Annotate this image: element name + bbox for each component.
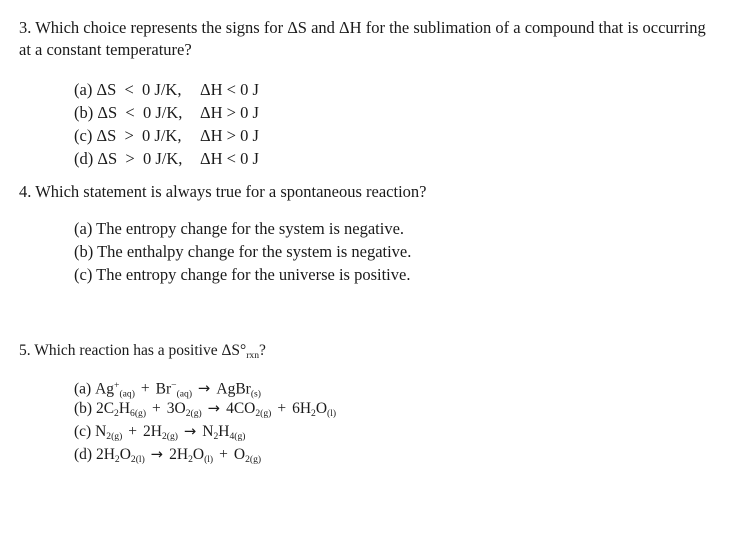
question-3-options: [74, 78, 259, 170]
formula-text: O: [315, 400, 328, 417]
formula-subscript: (l): [327, 408, 337, 420]
q3-option-d: [74, 147, 259, 170]
question-5-options: [74, 374, 336, 466]
formula-text: 2H: [95, 446, 115, 463]
q5-text-main: 5. Which reaction has a positive ΔS°: [19, 342, 247, 359]
q5-option-d-label: (d): [74, 446, 93, 463]
plus-sign: +: [128, 423, 138, 440]
formula-text: N: [95, 423, 107, 440]
plus-sign: +: [140, 380, 150, 398]
formula-subscript: 2: [311, 408, 316, 420]
q4-option-c: (c) The entropy change for the universe is positive.: [74, 265, 411, 284]
q5-option-c-label: (c): [74, 423, 92, 440]
formula-subscript: (s): [250, 388, 261, 400]
q5-option-a-label: (a): [74, 380, 92, 398]
formula-subscript: 2: [114, 408, 119, 420]
q3-option-b-ds: ΔS < 0 J/K,: [97, 103, 183, 122]
q3-option-a: [74, 78, 259, 101]
formula-subscript: (l): [204, 454, 214, 466]
q3-option-d-dh: ΔH < 0 J: [200, 149, 259, 168]
plus-sign: +: [277, 400, 287, 417]
formula-text: O: [233, 446, 246, 463]
q5-option-d: [74, 443, 336, 466]
q3-option-a-ds: ΔS < 0 J/K,: [96, 80, 182, 99]
q3-option-c-ds: ΔS > 0 J/K,: [96, 126, 182, 145]
reaction-arrow-icon: →: [150, 446, 164, 463]
formula-subscript: 2(g): [255, 408, 272, 420]
formula-text: 3O: [166, 400, 186, 417]
q5-option-b: [74, 397, 336, 420]
q3-option-c-label: (c): [74, 126, 93, 145]
plus-sign: +: [152, 400, 161, 417]
question-4-options: [74, 217, 411, 286]
formula-text: AgBr: [216, 380, 251, 398]
formula-text: 2C: [95, 400, 115, 417]
formula-text: O: [192, 446, 205, 463]
formula-subscript: 2(g): [161, 431, 178, 443]
reaction-arrow-icon: →: [198, 380, 211, 398]
formula-subscript: 2(g): [245, 454, 262, 466]
formula-subscript: 2(l): [130, 454, 145, 466]
q3-option-d-ds: ΔS > 0 J/K,: [97, 149, 183, 168]
q3-option-b: [74, 101, 259, 124]
q3-option-d-label: (d): [74, 149, 94, 168]
q3-option-a-dh: ΔH < 0 J: [200, 80, 259, 99]
formula-subscript: (aq): [176, 388, 193, 400]
formula-text: 2H: [169, 446, 189, 463]
formula-subscript: 4(g): [229, 431, 246, 443]
plus-sign: +: [219, 446, 228, 463]
formula-superscript: −: [171, 380, 177, 391]
q3-option-b-dh: ΔH > 0 J: [200, 103, 259, 122]
formula-text: H: [118, 400, 131, 417]
q3-option-b-label: (b): [74, 103, 94, 122]
q4-option-b: (b) The enthalpy change for the system is negative.: [74, 242, 412, 261]
question-4-text: 4. Which statement is always true for a spontaneous reaction?: [19, 182, 427, 201]
formula-subscript: 2(g): [185, 408, 202, 420]
formula-subscript: 2: [114, 454, 120, 466]
formula-text: O: [119, 446, 131, 463]
formula-subscript: (aq): [119, 388, 135, 400]
q3-option-c: [74, 124, 259, 147]
question-5-text: [19, 340, 266, 367]
formula-subscript: 6(g): [130, 408, 147, 420]
formula-text: 6H: [292, 400, 312, 417]
formula-text: Br: [155, 380, 172, 398]
q5-option-a: [74, 374, 336, 400]
q4-option-a: (a) The entropy change for the system is negative.: [74, 219, 405, 238]
q5-option-c: [74, 420, 336, 443]
formula-subscript: 2: [213, 431, 219, 443]
formula-text: 2H: [143, 423, 162, 440]
q3-option-a-label: (a): [74, 80, 93, 99]
formula-text: 4CO: [226, 400, 256, 417]
reaction-arrow-icon: →: [207, 400, 221, 417]
question-3-text: 3. Which choice represents the signs for ΔS and ΔH for the sublimation of a compound that is occurring at a constant temperature?: [19, 18, 706, 59]
q5-text-end: ?: [259, 342, 266, 359]
q5-text-sub: rxn: [246, 350, 260, 362]
formula-subscript: 2: [188, 454, 193, 466]
q5-option-b-label: (b): [74, 400, 93, 417]
formula-subscript: 2(g): [106, 431, 123, 443]
formula-text: H: [218, 423, 230, 440]
formula-superscript: +: [114, 380, 120, 391]
reaction-arrow-icon: →: [183, 423, 197, 440]
q3-option-c-dh: ΔH > 0 J: [200, 126, 259, 145]
formula-text: Ag: [95, 380, 115, 398]
formula-text: N: [202, 423, 214, 440]
